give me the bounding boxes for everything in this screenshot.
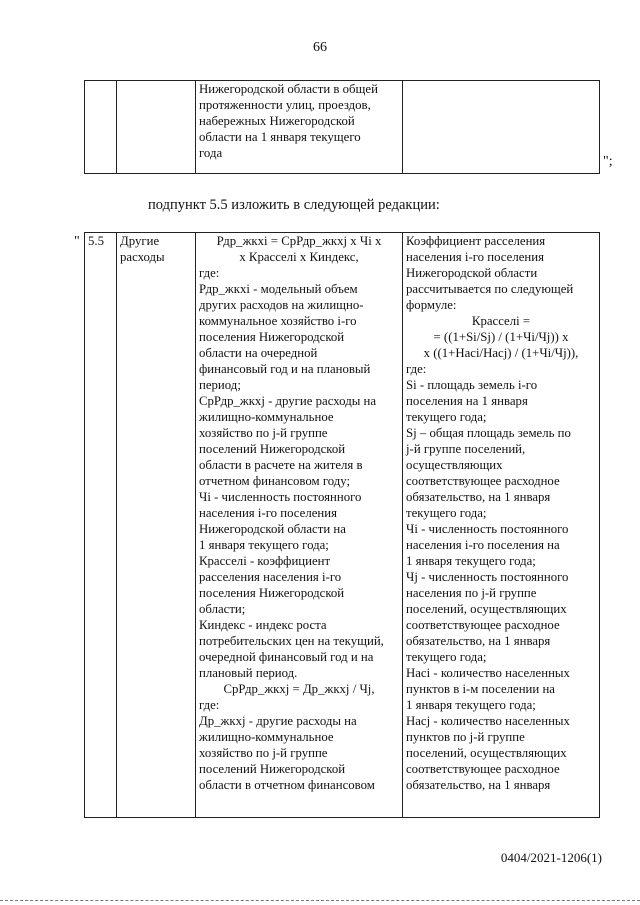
formula-line: СрРдр_жкхj = Др_жкхj / Чj, (223, 682, 375, 696)
top-col-number (85, 81, 117, 174)
row-name-cell (117, 233, 196, 818)
formula-line: период; (199, 378, 241, 392)
formula-line: жилищно-коммунальное (199, 410, 334, 424)
coef-line: текущего года; (406, 650, 487, 664)
formula-line: расселения населения i-го (199, 570, 342, 584)
formula-line: хозяйство по j-й группе (199, 426, 328, 440)
table-row (85, 233, 600, 818)
formula-line: хозяйство по j-й группе (199, 746, 328, 760)
formula-line: Др_жкхj - другие расходы на (199, 714, 357, 728)
main-table (84, 232, 600, 818)
row-name-line: Другие (120, 234, 160, 248)
page-bottom-rule (0, 900, 640, 901)
formula-line: очередной финансовый год и на (199, 650, 374, 664)
top-text-line: года (199, 146, 223, 160)
coef-line: Нижегородской области (406, 266, 538, 280)
coef-line: Насi - количество населенных (406, 666, 570, 680)
formula-line: Красселi - коэффициент (199, 554, 331, 568)
coef-line: обязательство, на 1 января (406, 490, 551, 504)
row-name-line: расходы (120, 250, 165, 264)
formula-line: отчетном финансовом году; (199, 474, 351, 488)
top-text-line: набережных Нижегородской (199, 114, 355, 128)
formula-line: финансовый год и на плановый (199, 362, 371, 376)
top-text-line: протяженности улиц, проездов, (199, 98, 371, 112)
formula-line: поселений Нижегородской (199, 442, 346, 456)
coef-line: Коэффициент расселения (406, 234, 546, 248)
row-number-cell (85, 233, 117, 818)
coef-line: пунктов по j-й группе (406, 730, 525, 744)
opening-quote: " (74, 234, 80, 249)
coef-line: обязательство, на 1 января (406, 778, 551, 792)
formula-line: 1 января текущего года; (199, 538, 329, 552)
formula-line: населения i-го поселения (199, 506, 337, 520)
formula-line: потребительских цен на текущий, (199, 634, 384, 648)
formula-line: области в расчете на жителя в (199, 458, 363, 472)
coef-line: Si - площадь земель i-го (406, 378, 538, 392)
formula-line: области в отчетном финансовом (199, 778, 375, 792)
formula-line: других расходов на жилищно- (199, 298, 364, 312)
coef-line: соответствующее расходное (406, 618, 560, 632)
coef-line: формуле: (406, 298, 457, 312)
formula-line: СрРдр_жкхj - другие расходы на (199, 394, 377, 408)
coef-line: текущего года; (406, 506, 487, 520)
coef-line: Красселi = (471, 314, 531, 328)
page-number: 66 (313, 40, 327, 55)
formula-line: Киндекс - индекс роста (199, 618, 327, 632)
coef-line: Чj - численность постоянного (406, 570, 569, 584)
coef-line: Sj – общая площадь земель по (406, 426, 571, 440)
top-text-line: области на 1 января текущего (199, 130, 361, 144)
coef-line: соответствующее расходное (406, 474, 560, 488)
coef-line: поселения на 1 января (406, 394, 528, 408)
coefficient-cell (403, 233, 600, 818)
coef-line: j-й группе поселений, (406, 442, 526, 456)
top-col-formula (196, 81, 403, 174)
top-col-name (117, 81, 196, 174)
top-col-coef (403, 81, 600, 174)
formula-line: Чi - численность постоянного (199, 490, 362, 504)
coef-line: населения i-го поселения (406, 250, 544, 264)
formula-line: жилищно-коммунальное (199, 730, 334, 744)
coef-line: осуществляющих (406, 458, 503, 472)
coef-line: поселений, осуществляющих (406, 746, 567, 760)
formula-line: поселения Нижегородской (199, 586, 345, 600)
formula-line: Рдр_жкхi = СрРдр_жкхj х Чi х (216, 234, 382, 248)
formula-line: коммунальное хозяйство i-го (199, 314, 357, 328)
top-text-line: Нижегородской области в общей (199, 82, 378, 96)
coef-line: 1 января текущего года; (406, 698, 536, 712)
coef-line: населения i-го поселения на (406, 538, 560, 552)
coef-line: 1 января текущего года; (406, 554, 536, 568)
formula-line: области; (199, 602, 246, 616)
coef-line: обязательство, на 1 января (406, 634, 551, 648)
amendment-instruction: подпункт 5.5 изложить в следующей редакции: (148, 197, 440, 213)
formula-line: поселений Нижегородской (199, 762, 346, 776)
coef-line: текущего года; (406, 410, 487, 424)
coef-line: где: (406, 362, 427, 376)
formula-cell (196, 233, 403, 818)
closing-quote: "; (603, 154, 613, 169)
coef-line: х ((1+Насi/Насj) / (1+Чi/Чj)), (423, 346, 579, 360)
row-number: 5.5 (88, 234, 104, 248)
formula-line: Рдр_жкхi - модельный объем (199, 282, 358, 296)
formula-line: плановый период. (199, 666, 298, 680)
formula-line: области на очередной (199, 346, 318, 360)
coef-line: рассчитывается по следующей (406, 282, 574, 296)
formula-line: поселения Нижегородской (199, 330, 345, 344)
document-number: 0404/2021-1206(1) (500, 850, 602, 865)
coef-line: соответствующее расходное (406, 762, 560, 776)
coef-line: = ((1+Si/Sj) / (1+Чi/Чj)) х (433, 330, 569, 344)
top-table-fragment (84, 80, 600, 174)
formula-line: где: (199, 266, 220, 280)
coef-line: Чi - численность постоянного (406, 522, 569, 536)
formula-line: Нижегородской области на (199, 522, 346, 536)
formula-line: где: (199, 698, 220, 712)
coef-line: пунктов в i-м поселении на (406, 682, 555, 696)
coef-line: Насj - количество населенных (406, 714, 570, 728)
formula-line: х Красселi х Киндекс, (239, 250, 359, 264)
coef-line: населения по j-й группе (406, 586, 537, 600)
coef-line: поселений, осуществляющих (406, 602, 567, 616)
